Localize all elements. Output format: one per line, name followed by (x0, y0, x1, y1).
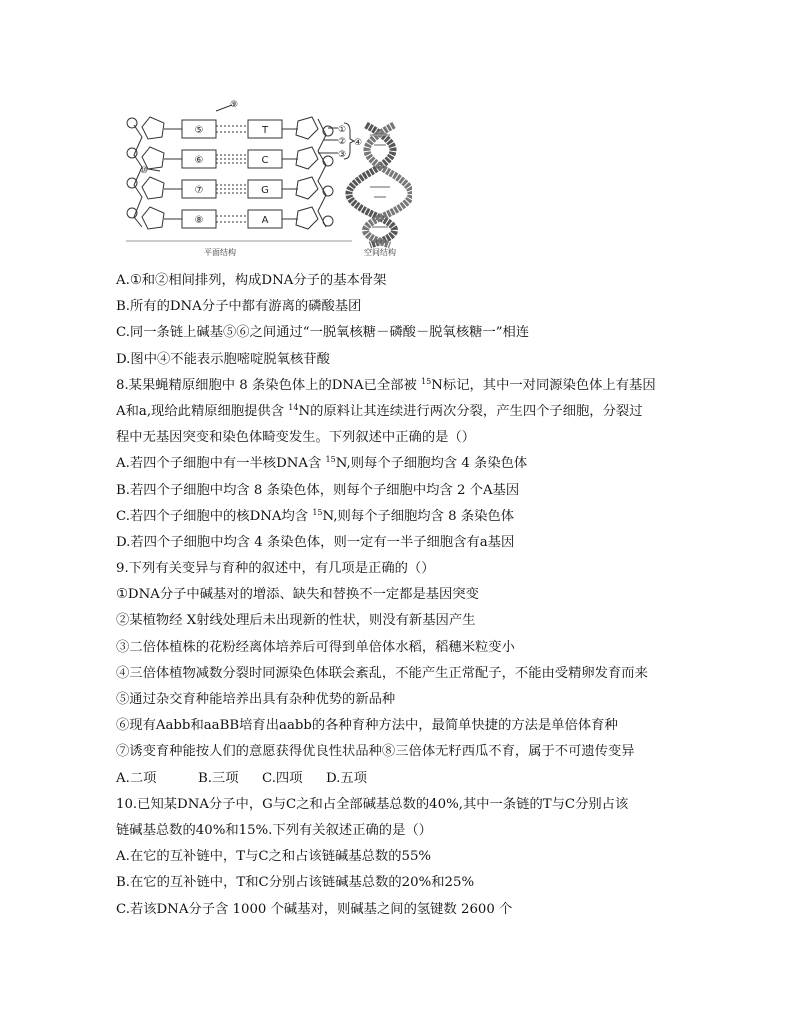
text-line-q9_1 (116, 582, 686, 608)
text-segment: 程中无基因突变和染色体畸变发生。下列叙述中正确的是（） (116, 430, 476, 446)
text-line-q7d (116, 347, 686, 373)
text-line-q8b (116, 399, 686, 425)
text-line-q9_5 (116, 687, 686, 713)
sugar-pentagon (142, 177, 164, 199)
text-line-q9_4 (116, 661, 686, 687)
dna-structure-figure (112, 95, 412, 260)
text-segment: C.若该DNA分子含 1000 个碱基对，则碱基之间的氢键数 2600 个 (116, 901, 513, 917)
sugar-pentagon (296, 117, 318, 139)
text-segment: C.若四个子细胞中的核DNA均含 (116, 508, 313, 524)
hydrogen-bonds (216, 126, 248, 222)
caption-planar-structure: 平面结构 (204, 248, 236, 257)
label-4: ④ (354, 138, 363, 148)
phosphate-circle (323, 156, 333, 166)
text-line-q9 (116, 556, 686, 582)
text-segment: A和a,现给此精原细胞提供含 (116, 403, 289, 419)
phosphate-circle (323, 186, 333, 196)
phosphate-circle (127, 118, 137, 128)
label-3: ③ (338, 150, 347, 160)
right-backbone (296, 117, 333, 229)
text-line-q10 (116, 792, 686, 818)
text-segment: ②某植物经 X射线处理后未出现新的性状，则没有新基因产生 (116, 613, 476, 629)
text-segment: ④三倍体植物减数分裂时同源染色体联会紊乱，不能产生正常配子，不能由受精卵发育而来 (116, 665, 648, 681)
text-segment: ⑤通过杂交育种能培养出具有杂种优势的新品种 (116, 692, 396, 707)
isotope-superscript: 14 (288, 402, 299, 412)
base-label: A (261, 215, 269, 226)
phosphate-circle (127, 178, 137, 188)
text-segment: ⑦诱变育种能按人们的意愿获得优良性状品种⑧三倍体无籽西瓜不育，属于不可遗传变异 (116, 744, 635, 760)
isotope-superscript: 15 (421, 376, 432, 386)
text-segment: N的原料让其连续进行两次分裂，产生四个子细胞，分裂过 (298, 403, 643, 419)
text-line-q7b (116, 294, 686, 320)
text-line-q9_3 (116, 635, 686, 661)
label-9: ⑨ (230, 100, 239, 110)
text-line-q8C (116, 504, 686, 530)
text-segment: N,则每个子细胞均含 4 条染色体 (335, 456, 528, 472)
text-segment: B.在它的互补链中，T和C分别占该链碱基总数的20%和25% (116, 875, 475, 891)
text-line-q9_7 (116, 739, 686, 765)
label-2: ② (338, 137, 347, 147)
phosphate-circle (127, 148, 137, 158)
isotope-superscript: 15 (325, 455, 336, 465)
text-line-q9_6 (116, 713, 686, 739)
text-segment: B.若四个子细胞中均含 8 条染色体，则每个子细胞中均含 2 个A基因 (116, 482, 520, 498)
text-line-q7c (116, 320, 686, 346)
text-line-q9_2 (116, 608, 686, 634)
caption-spatial-structure: 空间结构 (364, 248, 396, 257)
sugar-pentagon (142, 207, 164, 229)
text-line-q10A (116, 844, 686, 870)
sugar-pentagon (296, 207, 318, 229)
base-label: ⑧ (194, 215, 204, 226)
sugar-pentagon (142, 117, 164, 139)
text-segment: N标记，其中一对同源染色体上有基因 (431, 377, 656, 393)
text-segment: N,则每个子细胞均含 8 条染色体 (322, 508, 515, 524)
text-segment: ③二倍体植株的花粉经离体培养后可得到单倍体水稻，稻穗米粒变小 (116, 639, 515, 655)
base-label: ⑦ (194, 185, 204, 196)
text-segment: 10.已知某DNA分子中，G与C之和占全部碱基总数的40%,其中一条链的T与C分别占该 (116, 796, 629, 812)
option-b: B.三项 (198, 770, 239, 786)
base-label: ⑥ (194, 155, 204, 166)
label-10: ⑩ (140, 166, 149, 176)
option-a: A.二项 (116, 770, 157, 786)
text-line-q10b (116, 818, 686, 844)
base-label: C (261, 155, 269, 166)
text-segment: A.在它的互补链中，T与C之和占该链碱基总数的55% (116, 849, 432, 865)
text-segment: D.图中④不能表示胞嘧啶脱氧核苷酸 (116, 351, 330, 367)
text-segment: A.若四个子细胞中有一半核DNA含 (116, 456, 326, 472)
text-segment: C.同一条链上碱基⑤⑥之间通过“一脱氧核糖－磷酸－脱氧核糖一”相连 (116, 325, 530, 341)
text-line-q8 (116, 373, 686, 399)
text-segment: D.若四个子细胞中均含 4 条染色体，则一定有一半子细胞含有a基因 (116, 534, 515, 550)
text-segment: ①DNA分子中碱基对的增添、缺失和替换不一定都是基因突变 (116, 587, 479, 603)
option-d: D.五项 (326, 770, 368, 786)
text-line-q8D (116, 530, 686, 556)
text-segment: 9.下列有关变异与育种的叙述中，有几项是正确的（） (116, 561, 435, 577)
base-label: ⑤ (194, 125, 204, 136)
base-pair-links (164, 129, 298, 219)
text-line-q8A (116, 451, 686, 477)
text-line-q7a (116, 268, 686, 294)
text-segment: 链碱基总数的40%和15%.下列有关叙述正确的是（） (116, 822, 432, 838)
label-1: ① (338, 125, 347, 135)
phosphate-circle (323, 216, 333, 226)
dna-diagram (112, 95, 412, 260)
text-segment: 8.某果蝇精原细胞中 8 条染色体上的DNA已全部被 (116, 377, 422, 393)
sugar-pentagon (296, 147, 318, 169)
isotope-superscript: 15 (312, 507, 323, 517)
text-line-q10B (116, 870, 686, 896)
text-segment: B.所有的DNA分子中都有游离的磷酸基团 (116, 299, 362, 315)
question-text (116, 268, 686, 923)
text-line-q8B (116, 478, 686, 504)
base-label: G (261, 185, 269, 196)
base-label: T (261, 125, 269, 136)
sugar-pentagon (296, 177, 318, 199)
q9-options (116, 766, 686, 792)
text-line-q8c (116, 425, 686, 451)
text-segment: ⑥现有Aabb和aaBB培育出aabb的各种育种方法中，最简单快捷的方法是单倍体育种 (116, 718, 618, 734)
option-c: C.四项 (262, 770, 303, 786)
text-segment: A.①和②相间排列，构成DNA分子的基本骨架 (116, 273, 387, 288)
text-line-q10C (116, 897, 686, 923)
